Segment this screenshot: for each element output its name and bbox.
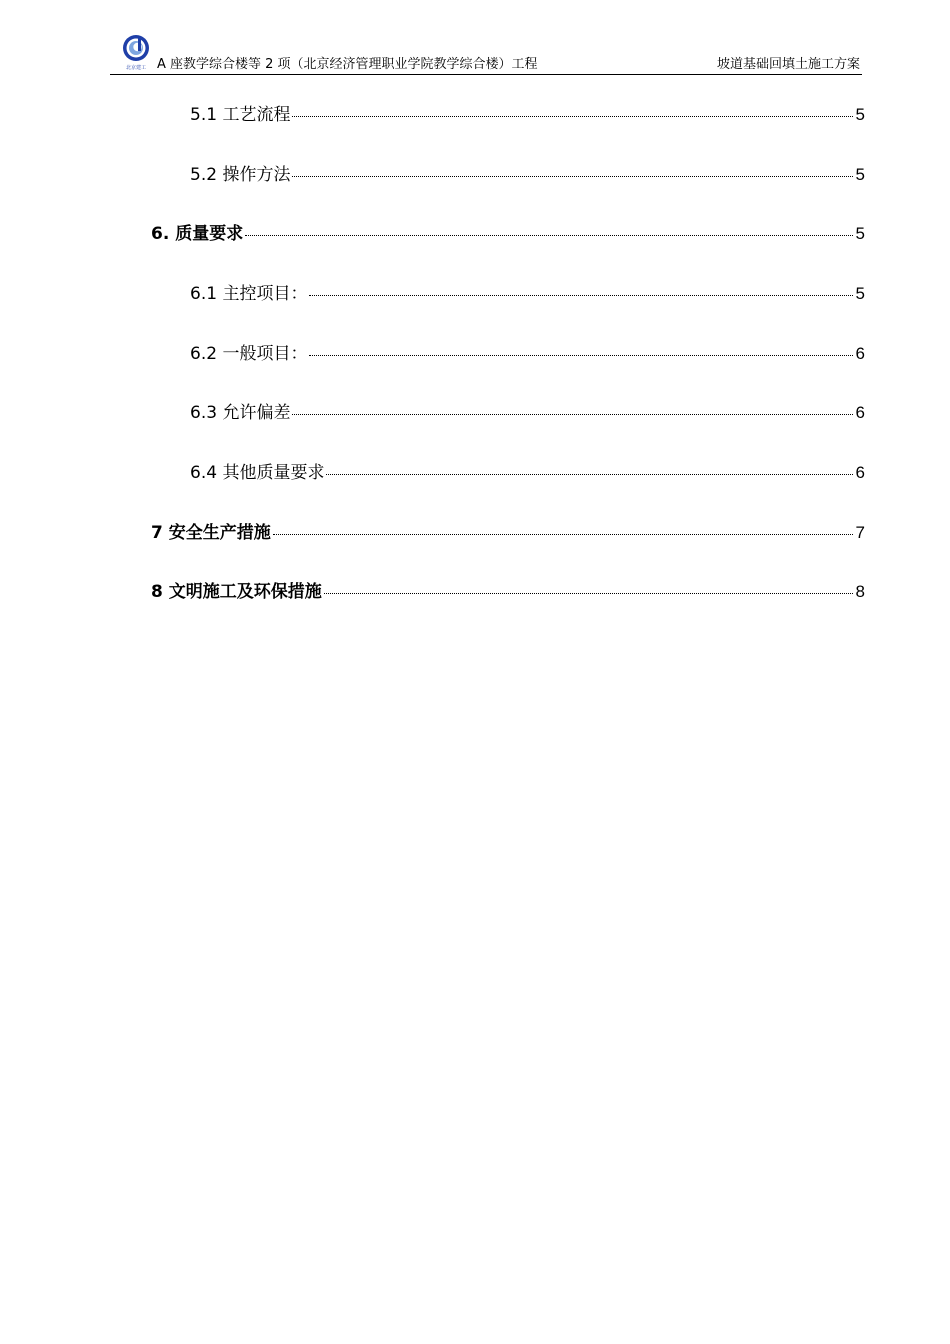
toc-leader-dots [326, 474, 852, 475]
toc-entry-label: 7 安全生产措施 [151, 523, 271, 543]
toc-leader-dots [309, 295, 852, 296]
toc-entry-page: 6 [855, 344, 865, 363]
toc-leader-dots [309, 355, 852, 356]
toc-entry-page: 5 [855, 284, 865, 303]
toc-leader-dots [292, 414, 852, 415]
toc-entry-label: 6.1 主控项目： [190, 284, 308, 304]
toc-entry-label: 6.4 其他质量要求 [190, 463, 325, 483]
toc-leader-dots [273, 534, 853, 535]
toc-entry-page: 6 [855, 463, 865, 482]
toc-entry-label: 5.2 操作方法 [190, 165, 291, 185]
header-document-title: 坡道基础回填土施工方案 [716, 57, 860, 72]
toc-entry-page: 8 [855, 582, 865, 601]
toc-entry-page: 6 [855, 403, 865, 422]
toc-leader-dots [245, 235, 852, 236]
toc-entry-6-4[interactable] [190, 462, 865, 484]
toc-entry-label: 6.3 允许偏差 [190, 403, 291, 423]
toc-entry-label: 5.1 工艺流程 [190, 105, 291, 125]
toc-entry-8[interactable] [151, 581, 865, 603]
toc-entry-5-1[interactable] [190, 104, 865, 126]
toc-leader-dots [292, 176, 852, 177]
toc-entry-label: 6.2 一般项目： [190, 344, 308, 364]
toc-entry-6[interactable] [151, 223, 865, 245]
toc-leader-dots [292, 116, 852, 117]
logo-caption: 北京建工 [125, 65, 147, 71]
toc-entry-page: 7 [855, 523, 865, 542]
toc-entry-5-2[interactable] [190, 164, 865, 186]
toc-entry-6-2[interactable] [190, 343, 865, 365]
toc-leader-dots [324, 593, 853, 594]
header-project-title: A 座教学综合楼等 2 项（北京经济管理职业学院教学综合楼）工程 [157, 57, 538, 72]
toc-entry-6-1[interactable] [190, 283, 865, 305]
toc-entry-label: 6. 质量要求 [151, 224, 244, 244]
toc-entry-page: 5 [855, 105, 865, 124]
toc-entry-6-3[interactable] [190, 402, 865, 424]
toc-entry-label: 8 文明施工及环保措施 [151, 582, 322, 602]
toc-entry-page: 5 [855, 224, 865, 243]
company-logo [121, 34, 151, 72]
toc-entry-page: 5 [855, 165, 865, 184]
page-header [110, 32, 862, 75]
toc-entry-7[interactable] [151, 522, 865, 544]
